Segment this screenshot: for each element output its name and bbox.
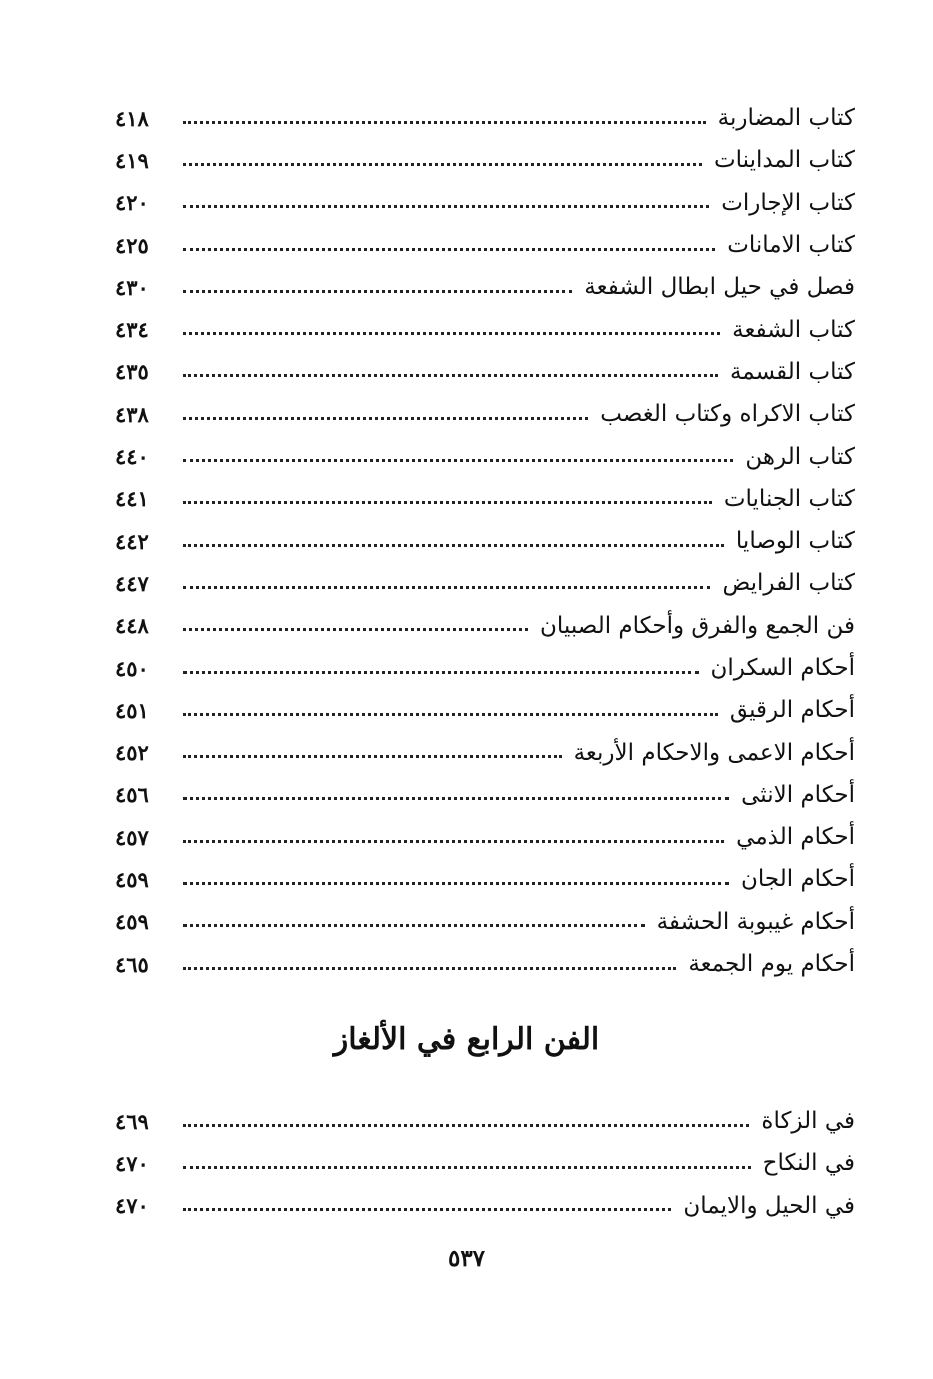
toc-row (115, 774, 855, 816)
toc-row (115, 224, 855, 266)
toc-row (115, 562, 855, 604)
toc-entry-page: ٤٤٧ (115, 570, 149, 596)
toc-entry-title: أحكام الانثى (741, 781, 855, 808)
toc-entry-page: ٤٥٧ (115, 824, 149, 850)
toc-row (115, 943, 855, 985)
toc-row (115, 858, 855, 900)
toc-entry-page: ٤٦٥ (115, 951, 149, 977)
toc-entry-page: ٤٦٩ (115, 1108, 149, 1134)
toc-entry-title: أحكام يوم الجمعة (688, 951, 855, 978)
toc-entry-page: ٤٤٨ (115, 613, 149, 639)
dot-leader (183, 290, 572, 293)
toc-row (115, 689, 855, 731)
dot-leader (183, 924, 645, 927)
toc-entry-title: كتاب الشفعة (732, 316, 855, 343)
toc-entry-page: ٤٤١ (115, 486, 149, 512)
toc-entry-title: كتاب الوصايا (735, 528, 855, 555)
page-number: ٥٣٧ (447, 1245, 486, 1272)
dot-leader (183, 840, 724, 843)
toc-entry-title: أحكام الاعمى والاحكام الأربعة (573, 739, 855, 766)
toc-entry-title: أحكام الرقيق (729, 697, 855, 724)
toc-entry-title: كتاب الامانات (727, 232, 855, 259)
dot-leader (183, 332, 720, 335)
dot-leader (183, 882, 729, 885)
toc-row (115, 1142, 855, 1184)
toc-entry-page: ٤٤٢ (115, 528, 149, 554)
toc-row (115, 1185, 855, 1227)
toc-row (115, 139, 855, 181)
toc-row (115, 393, 855, 435)
toc-row (115, 97, 855, 139)
toc-entry-title: في الحيل والايمان (683, 1192, 855, 1219)
toc-entry-page: ٤٥٠ (115, 655, 149, 681)
toc-entry-page: ٤٤٠ (115, 444, 149, 470)
toc-entry-page: ٤٥٢ (115, 740, 149, 766)
toc-entry-page: ٤٢٠ (115, 190, 149, 216)
toc-entry-page: ٤٥٩ (115, 866, 149, 892)
toc-entry-page: ٤٥٩ (115, 909, 149, 935)
toc-entry-page: ٤١٨ (115, 105, 149, 131)
dot-leader (183, 967, 676, 970)
dot-leader (183, 163, 702, 166)
toc-entry-title: كتاب الجنايات (723, 485, 855, 512)
toc-row (115, 1100, 855, 1142)
toc-row (115, 478, 855, 520)
toc-entry-title: فن الجمع والفرق وأحكام الصبيان (540, 612, 855, 639)
toc-entry-title: كتاب الرهن (745, 443, 855, 470)
section-heading: الفن الرابع في الألغاز (333, 1022, 600, 1057)
toc-row (115, 731, 855, 773)
dot-leader (183, 628, 528, 631)
toc-entry-title: أحكام الجان (740, 866, 855, 893)
toc-entry-title: في النكاح (762, 1150, 855, 1177)
dot-leader (183, 713, 718, 716)
toc-row (115, 435, 855, 477)
toc-row (115, 605, 855, 647)
toc-entry-page: ٤٢٥ (115, 232, 149, 258)
toc-row (115, 647, 855, 689)
table-of-contents-top (115, 97, 855, 985)
toc-entry-page: ٤١٩ (115, 147, 149, 173)
dot-leader (183, 121, 706, 124)
table-of-contents-bottom (115, 1100, 855, 1227)
dot-leader (183, 1166, 751, 1169)
toc-row (115, 520, 855, 562)
toc-entry-title: فصل في حيل ابطال الشفعة (584, 274, 855, 301)
dot-leader (183, 248, 715, 251)
dot-leader (183, 1124, 749, 1127)
toc-entry-title: أحكام السكران (710, 655, 855, 681)
toc-row (115, 266, 855, 308)
toc-row (115, 182, 855, 224)
toc-entry-page: ٤٧٠ (115, 1193, 149, 1219)
toc-entry-page: ٤٥٦ (115, 782, 149, 808)
toc-entry-title: أحكام الذمي (736, 824, 855, 851)
dot-leader (183, 417, 588, 420)
toc-entry-title: كتاب القسمة (729, 358, 855, 385)
toc-entry-title: كتاب الفرايض (722, 570, 855, 597)
dot-leader (183, 586, 710, 589)
toc-entry-title: في الزكاة (761, 1108, 855, 1135)
toc-entry-title: كتاب المداينات (713, 147, 855, 174)
toc-entry-title: كتاب المضاربة (717, 105, 855, 132)
toc-entry-title: أحكام غيبوبة الحشفة (656, 908, 855, 935)
dot-leader (183, 797, 729, 800)
toc-row (115, 901, 855, 943)
toc-entry-page: ٤٣٨ (115, 401, 149, 427)
toc-row (115, 351, 855, 393)
dot-leader (183, 755, 562, 758)
toc-entry-page: ٤٥١ (115, 697, 149, 723)
toc-entry-page: ٤٣٥ (115, 359, 149, 385)
dot-leader (183, 205, 709, 208)
toc-entry-page: ٤٧٠ (115, 1150, 149, 1176)
toc-entry-title: كتاب الاكراه وكتاب الغصب (600, 401, 855, 428)
dot-leader (183, 459, 733, 462)
toc-entry-page: ٤٣٠ (115, 274, 149, 300)
dot-leader (183, 1208, 671, 1211)
dot-leader (183, 544, 724, 547)
dot-leader (183, 374, 718, 377)
toc-row (115, 308, 855, 350)
toc-row (115, 816, 855, 858)
dot-leader (183, 671, 699, 674)
toc-entry-page: ٤٣٤ (115, 317, 149, 343)
toc-entry-title: كتاب الإجارات (721, 189, 855, 216)
dot-leader (183, 501, 712, 504)
